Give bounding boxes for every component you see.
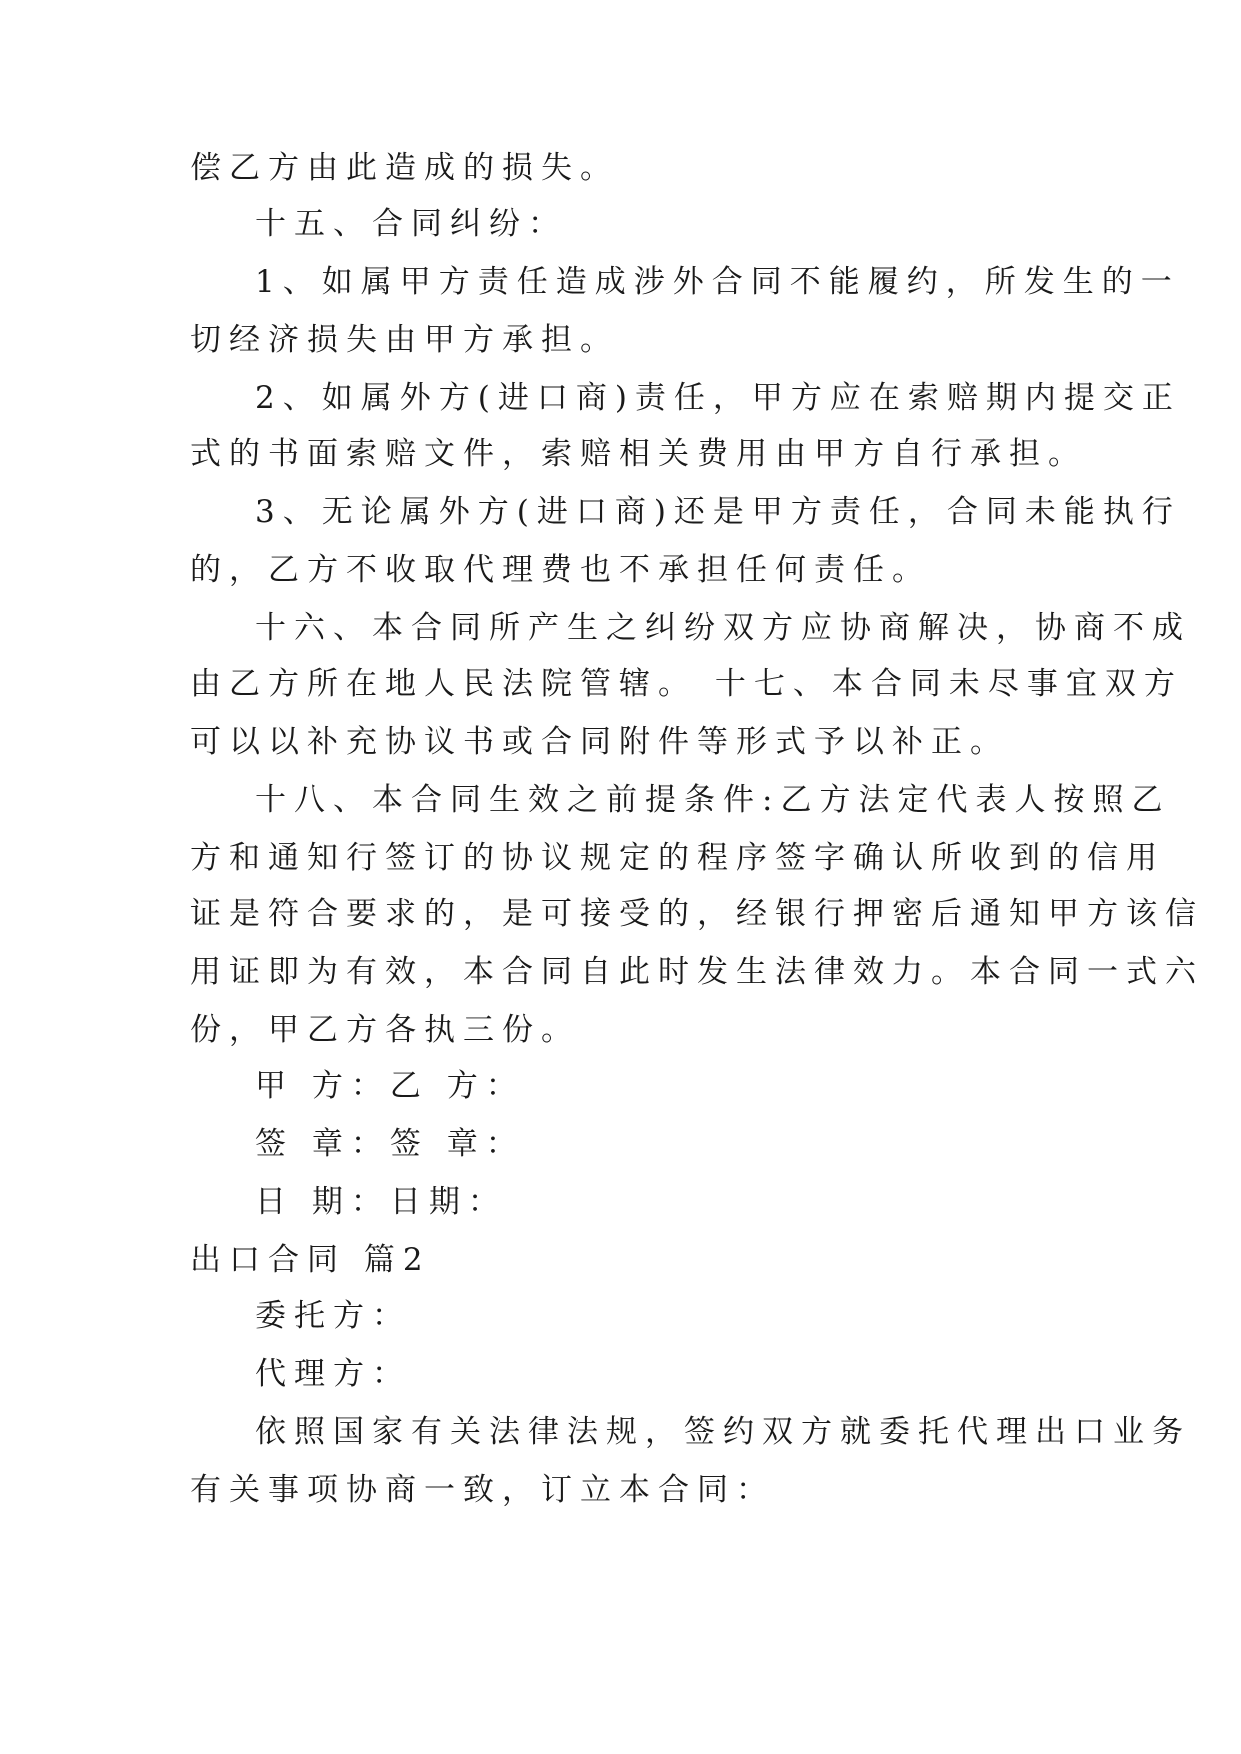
signature-seal-line: 签 章：签 章： [255, 1126, 525, 1162]
text-line: 可以以补充协议书或合同附件等形式予以补正。 [190, 724, 1009, 760]
text-line: 有关事项协商一致，订立本合同： [190, 1472, 775, 1508]
text-line: 份，甲乙方各执三份。 [190, 1012, 580, 1048]
client-line: 委托方： [255, 1298, 411, 1334]
text-line: 十八、本合同生效之前提条件:乙方法定代表人按照乙 [255, 782, 1171, 818]
text-line: 3、无论属外方(进口商)还是甲方责任，合同未能执行 [255, 494, 1181, 530]
text-line: 偿乙方由此造成的损失。 [190, 150, 619, 186]
section-heading: 十五、合同纠纷： [255, 206, 567, 242]
text-line: 的，乙方不收取代理费也不承担任何责任。 [190, 552, 931, 588]
text-line: 证是符合要求的，是可接受的，经银行押密后通知甲方该信 [190, 896, 1204, 932]
signature-party-line: 甲 方：乙 方： [255, 1068, 525, 1104]
text-line: 由乙方所在地人民法院管辖。 十七、本合同未尽事宜双方 [190, 666, 1183, 702]
agent-line: 代理方： [255, 1356, 411, 1392]
document-title: 出口合同 篇2 [190, 1242, 431, 1278]
text-line: 依照国家有关法律法规，签约双方就委托代理出口业务 [255, 1414, 1191, 1450]
text-line: 方和通知行签订的协议规定的程序签字确认所收到的信用 [190, 840, 1165, 876]
text-line: 1、如属甲方责任造成涉外合同不能履约，所发生的一 [255, 264, 1180, 300]
text-line: 2、如属外方(进口商)责任，甲方应在索赔期内提交正 [255, 380, 1181, 416]
text-line: 用证即为有效，本合同自此时发生法律效力。本合同一式六 [190, 954, 1204, 990]
text-line: 十六、本合同所产生之纠纷双方应协商解决，协商不成 [255, 610, 1191, 646]
text-line: 切经济损失由甲方承担。 [190, 322, 619, 358]
signature-date-line: 日 期：日期： [255, 1184, 507, 1220]
text-line: 式的书面索赔文件，索赔相关费用由甲方自行承担。 [190, 436, 1087, 472]
